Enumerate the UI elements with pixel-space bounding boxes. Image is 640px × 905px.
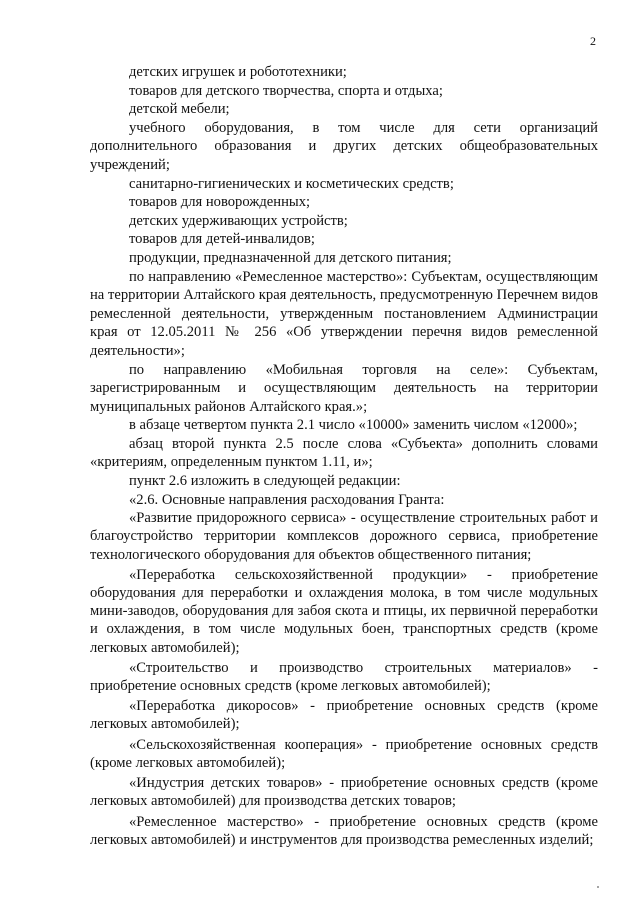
paragraph-children-furniture: детской мебели; bbox=[129, 101, 230, 118]
paragraph-newborn-goods: товаров для новорожденных; bbox=[129, 194, 311, 211]
page-number: 2 bbox=[590, 34, 596, 48]
scan-speck bbox=[597, 886, 599, 888]
paragraph-children-toys: детских игрушек и робототехники; bbox=[129, 64, 347, 80]
paragraph-agri-processing: «Переработка сельскохозяйственной продукции» - приобретение оборудования для переработки и охлаждения молока, в том числе модульных мини-заводов, оборудования для забоя скота и птицы, их первичной переработки и охлаждения, в том числе модульных боен, транспортных средств (кроме легковых автомобилей); bbox=[90, 566, 598, 656]
paragraph-building-materials: «Строительство и производство строительных материалов» - приобретение основных средств (кроме легковых автомобилей); bbox=[90, 659, 598, 695]
paragraph-mobile-trade-direction: по направлению «Мобильная торговля на селе»: Субъектам, зарегистрированным и осуществляющим деятельность на территории муниципальных районов Алтайского края.»; bbox=[90, 361, 598, 415]
paragraph-roadside-service: «Развитие придорожного сервиса» - осуществление строительных работ и благоустройство территории комплексов дорожного сервиса, приобретение технологического оборудования для объектов общественного питания; bbox=[90, 510, 598, 563]
paragraph-clause-2-1: в абзаце четвертом пункта 2.1 число «10000» заменить числом «12000»; bbox=[129, 417, 578, 434]
paragraph-craft-mastery: «Ремесленное мастерство» - приобретение основных средств (кроме легковых автомобилей) и инструментов для производства ремесленных изделий; bbox=[90, 813, 598, 848]
paragraph-hygiene-products: санитарно-гигиенических и косметических средств; bbox=[129, 175, 454, 192]
paragraph-baby-food: продукции, предназначенной для детского питания; bbox=[129, 249, 452, 266]
paragraph-grant-directions-heading: «2.6. Основные направления расходования Гранта: bbox=[129, 491, 445, 508]
paragraph-clause-2-5: абзац второй пункта 2.5 после слова «Субъекта» дополнить словами «критериям, определенным пунктом 1.11, и»; bbox=[90, 435, 598, 471]
paragraph-clause-2-6: пункт 2.6 изложить в следующей редакции: bbox=[129, 473, 401, 490]
paragraph-creativity-goods: товаров для детского творчества, спорта и отдыха; bbox=[129, 82, 443, 99]
document-body bbox=[90, 63, 598, 849]
paragraph-child-restraints: детских удерживающих устройств; bbox=[129, 212, 348, 229]
paragraph-craft-direction: по направлению «Ремесленное мастерство»: Субъектам, осуществляющим на территории Алтайского края деятельность, предусмотренную Перечнем видов ремесленной деятельности, утвержденным постановлением Администрации края от 12.05.2011 № 256 «Об утверждении перечня видов ремесленной деятельности»; bbox=[90, 268, 598, 359]
paragraph-wild-plants-processing: «Переработка дикоросов» - приобретение основных средств (кроме легковых автомобилей); bbox=[90, 698, 598, 733]
paragraph-disabled-children-goods: товаров для детей-инвалидов; bbox=[129, 231, 315, 248]
paragraph-children-goods-industry: «Индустрия детских товаров» - приобретение основных средств (кроме легковых автомобилей) для производства детских товаров; bbox=[90, 775, 598, 810]
paragraph-educational-equipment: учебного оборудования, в том числе для сети организаций дополнительного образования и других детских общеобразовательных учреждений; bbox=[90, 119, 598, 173]
paragraph-agri-cooperation: «Сельскохозяйственная кооперация» - приобретение основных средств (кроме легковых автомобилей); bbox=[90, 736, 598, 771]
